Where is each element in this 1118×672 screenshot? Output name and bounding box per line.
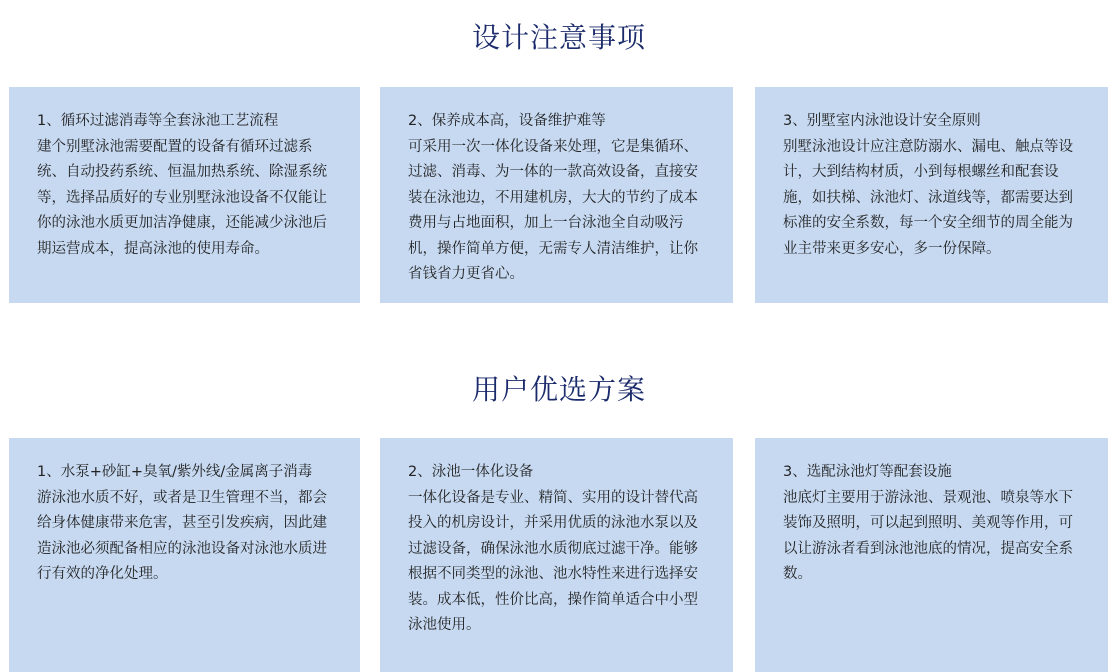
card-body: 池底灯主要用于游泳池、景观池、喷泉等水下装饰及照明，可以起到照明、美观等作用，可以让游泳者看到泳池池底的情况，提高安全系数。	[783, 489, 1073, 582]
design-note-card-circulation	[9, 87, 360, 303]
solution-card-pump-sand-filter	[9, 438, 360, 672]
section-title-design-notes: 设计注意事项	[471, 21, 646, 54]
card-title: 3、选配泳池灯等配套设施	[783, 464, 952, 480]
card-title: 1、循环过滤消毒等全套泳池工艺流程	[37, 113, 279, 129]
solution-card-pool-lights	[755, 438, 1108, 672]
solution-card-integrated-equipment	[380, 438, 733, 672]
design-note-card-safety	[755, 87, 1108, 303]
card-body: 别墅泳池设计应注意防溺水、漏电、触点等设计，大到结构材质，小到每根螺丝和配套设施，如扶梯、泳池灯、泳道线等，都需要达到标准的安全系数，每一个安全细节的周全能为业主带来更多安心，多一份保障。	[783, 138, 1073, 257]
section-title-recommended-solutions: 用户优选方案	[471, 373, 646, 406]
card-title: 2、保养成本高，设备维护难等	[408, 113, 606, 129]
card-body: 游泳池水质不好，或者是卫生管理不当，都会给身体健康带来危害，甚至引发疾病，因此建造泳池必须配备相应的泳池设备对泳池水质进行有效的净化处理。	[37, 489, 327, 582]
card-body: 建个别墅泳池需要配置的设备有循环过滤系统、自动投药系统、恒温加热系统、除湿系统等，选择品质好的专业别墅泳池设备不仅能让你的泳池水质更加洁净健康，还能减少泳池后期运营成本，提高泳池的使用寿命。	[37, 138, 327, 257]
card-title: 1、水泵+砂缸+臭氧/紫外线/金属离子消毒	[37, 464, 313, 480]
card-body: 一体化设备是专业、精简、实用的设计替代高投入的机房设计，并采用优质的泳池水泵以及过滤设备，确保泳池水质彻底过滤干净。能够根据不同类型的泳池、池水特性来进行选择安装。成本低，性价比高，操作简单适合中小型泳池使用。	[408, 489, 698, 633]
card-body: 可采用一次一体化设备来处理，它是集循环、过滤、消毒、为一体的一款高效设备，直接安装在泳池边，不用建机房，大大的节约了成本费用与占地面积，加上一台泳池全自动吸污机，操作简单方便，无需专人清洁维护，让你省钱省力更省心。	[408, 138, 698, 282]
card-title: 2、泳池一体化设备	[408, 464, 534, 480]
card-title: 3、别墅室内泳池设计安全原则	[783, 113, 981, 129]
design-note-card-maintenance	[380, 87, 733, 303]
